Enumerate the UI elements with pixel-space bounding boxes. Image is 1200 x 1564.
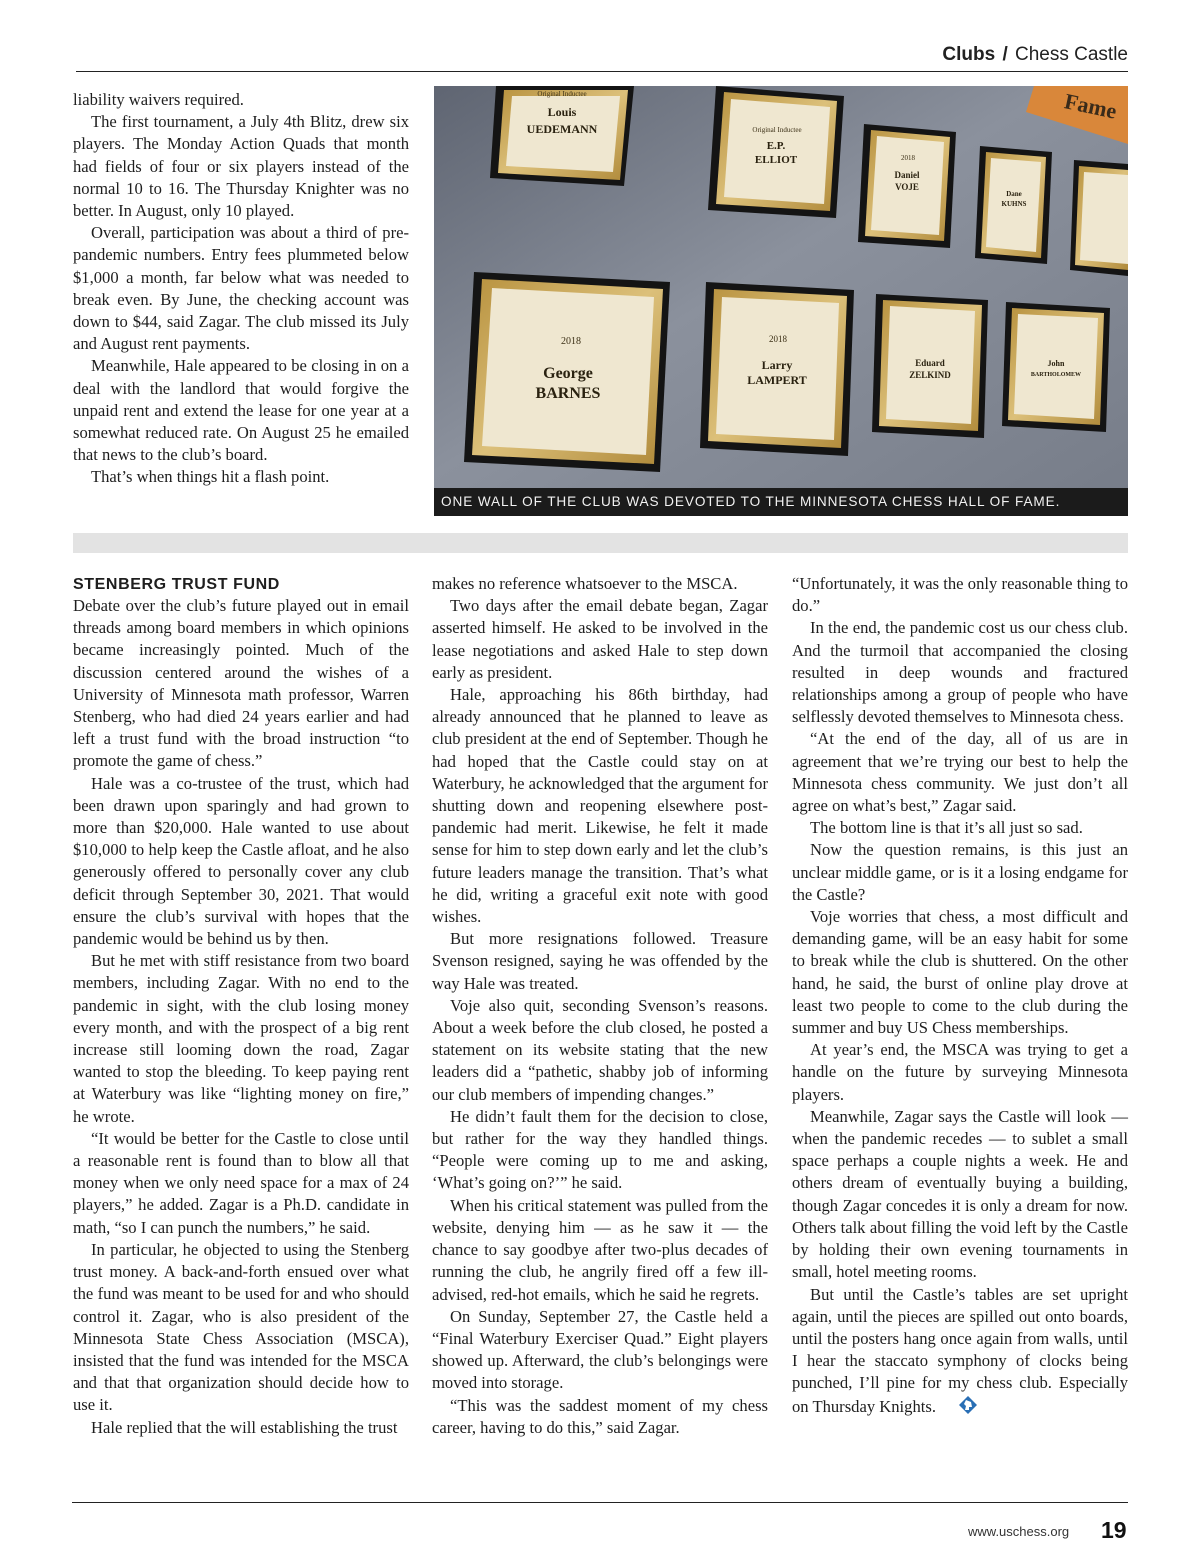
paragraph: liability waivers required. xyxy=(73,90,244,109)
svg-text:Eduard: Eduard xyxy=(915,358,945,368)
footer-rule xyxy=(72,1502,1128,1503)
page-number: 19 xyxy=(1101,1517,1127,1543)
paragraph: Meanwhile, Hale appeared to be closing in on a deal with the landlord that would forgive the unpaid rent and extend the lease for one year at a somewhat reduced rate. On August 25 he emailed that news to the club’s board. xyxy=(73,356,409,465)
plaque xyxy=(700,282,854,456)
plaque xyxy=(872,294,988,438)
svg-text:LAMPERT: LAMPERT xyxy=(747,373,807,387)
svg-text:Larry: Larry xyxy=(761,358,793,372)
svg-text:UEDEMANN: UEDEMANN xyxy=(526,122,598,136)
plaque-partial xyxy=(1070,160,1128,276)
paragraph: “This was the saddest moment of my chess career, having to do this,” said Zagar. xyxy=(432,1395,768,1437)
paragraph: When his critical statement was pulled from the website, denying him — as he saw it — the chance to say goodbye after two-plus decades of running the club, he angrily fired off a few ill-advised, red-hot emails, which he said he regrets. xyxy=(432,1195,768,1304)
paragraph: “It would be better for the Castle to close until a reasonable rent is found than to blow all that money when we only need space for a max of 24 players,” he added. Zagar is a Ph.D. candidate in math, “so I can punch the numbers,” he said. xyxy=(73,1128,409,1237)
svg-text:BARNES: BARNES xyxy=(535,385,601,402)
paragraph: That’s when things hit a flash point. xyxy=(91,467,330,487)
article-column-2 xyxy=(432,573,768,1439)
photo-caption: ONE WALL OF THE CLUB WAS DEVOTED TO THE MINNESOTA CHESS HALL OF FAME. xyxy=(434,488,1128,516)
paragraph: The first tournament, a July 4th Blitz, drew six players. The Monday Action Quads that month had fields of four or six players instead of the normal 10 to 16. The Thursday Knighter was no better. In August, only 10 played. xyxy=(73,112,409,221)
article-column-1 xyxy=(73,573,409,1439)
paragraph: Voje also quit, seconding Svenson’s reasons. About a week before the club closed, he posted a statement on its website stating that the new leaders did a “pathetic, shabby job of informing our club members of impending changes.” xyxy=(432,995,768,1104)
svg-text:BARTHOLOMEW: BARTHOLOMEW xyxy=(1030,372,1082,378)
paragraph-final xyxy=(792,1284,1128,1421)
svg-text:George: George xyxy=(543,365,593,382)
paragraph: Voje worries that chess, a most difficult and demanding game, will be an easy habit for some to break while the club is shuttered. On the other hand, he said, the burst of online play drove at least two people to come to the club during the summer and buy US Chess memberships. xyxy=(792,907,1128,1038)
svg-text:ZELKIND: ZELKIND xyxy=(909,370,951,380)
plaque xyxy=(1002,302,1110,432)
top-left-column xyxy=(73,89,409,489)
paragraph: The bottom line is that it’s all just so sad. xyxy=(810,818,1083,838)
paragraph: He didn’t fault them for the decision to close, but rather for the way they handled things. “People were coming up to me and asking, ‘What’s going on?’” he said. xyxy=(432,1106,768,1193)
svg-text:2018: 2018 xyxy=(901,154,915,162)
paragraph: Two days after the email debate began, Zagar asserted himself. He asked to be involved in the lease negotiations and asked Hale to step down early as president. xyxy=(432,596,768,682)
photo-illustration xyxy=(434,86,1128,516)
paragraph: In particular, he objected to using the Stenberg trust money. A back-and-forth ensued over what the fund was meant to be used for and who should control it. Zagar, who is also president of the Minnesota State Chess Association (MSCA), insisted that the fund was intended for the MSCA and that that organization should decide how to use it. xyxy=(73,1239,409,1415)
svg-text:2018: 2018 xyxy=(561,336,581,347)
footer-website: www.uschess.org xyxy=(968,1524,1070,1539)
paragraph: “Unfortunately, it was the only reasonable thing to do.” xyxy=(792,574,1128,616)
paragraph: Hale, approaching his 86th birthday, had already announced that he planned to leave as club president at the end of September. Though he had hoped that the Castle could stay on at Waterbury, he acknowledged that the argument for shutting down and reopening elsewhere post-pandemic had merit. Likewise, he felt it made sense for him to step down early and let the club’s future leaders manage the transition. That’s what he did, writing a graceful exit note with good wishes. xyxy=(432,685,768,927)
svg-text:Daniel: Daniel xyxy=(894,170,920,180)
running-header xyxy=(942,44,1128,66)
paragraph: Overall, participation was about a third of pre-pandemic numbers. Entry fees plummeted below $1,000 a month, far below what was needed to break even. By June, the checking account was down to $44, said Zagar. The club missed its July and August rent payments. xyxy=(73,223,409,354)
hall-of-fame-photo xyxy=(434,86,1128,516)
svg-text:John: John xyxy=(1047,359,1065,368)
paragraph: Debate over the club’s future played out in email threads among board members in which opinions became increasingly pointed. Much of the discussion centered around the wishes of a University of Minnesota math professor, Warren Stenberg, who had died 24 years earlier and had left a trust fund with the broad instruction “to promote the game of chess.” xyxy=(73,596,409,771)
section-name: Clubs xyxy=(942,44,996,65)
svg-text:2018: 2018 xyxy=(769,334,787,344)
article-column-3 xyxy=(792,573,1128,1421)
svg-text:Original Inductee: Original Inductee xyxy=(752,126,802,134)
paragraph: On Sunday, September 27, the Castle held a “Final Waterbury Exerciser Quad.” Eight players showed up. Afterward, the club’s belongings were moved into storage. xyxy=(432,1306,768,1393)
paragraph: But he met with stiff resistance from two board members, including Zagar. With no end to the pandemic in sight, with the club losing money every month, and with the prospect of a big rent increase still looming down the road, Zagar wanted to stop the bleeding. To keep paying rent at Waterbury was like “lighting money on fire,” he wrote. xyxy=(73,951,409,1126)
paragraph: “At the end of the day, all of us are in agreement that we’re trying our best to help the Minnesota chess community. We just don’t all agree on what’s best,” Zagar said. xyxy=(792,729,1128,816)
plaque xyxy=(708,86,844,218)
plaque xyxy=(858,124,956,248)
svg-text:Original Inductee: Original Inductee xyxy=(537,90,587,98)
paragraph: In the end, the pandemic cost us our chess club. And the turmoil that accompanied the closing resulted in deep wounds and fractured relationships among a group of people who have selflessly devoted themselves to Minnesota chess. xyxy=(792,618,1128,727)
header-separator: / xyxy=(1002,44,1008,65)
plaque xyxy=(490,86,634,186)
svg-text:Dane: Dane xyxy=(1006,190,1022,198)
paragraph: Hale was a co-trustee of the trust, which had been drawn upon sparingly and had grown to more than $20,000. Hale wanted to use about $10,000 to help keep the Castle afloat, and he also generously offered to personally cover any club deficit through September 30, 2021. That would ensure the club’s survival with hopes that the pandemic would be behind us by then. xyxy=(73,773,409,949)
paragraph: Hale replied that the will establishing the trust xyxy=(91,1417,398,1437)
article-series-title: Chess Castle xyxy=(1015,44,1128,65)
paragraph: Now the question remains, is this just an unclear middle game, or is it a losing endgame for the Castle? xyxy=(792,840,1128,904)
final-paragraph-text: But until the Castle’s tables are set upright again, until the pieces are spilled out onto boards, until the posters hang once again from walls, until I hear the staccato symphony of clocks being punched, I’ll pine for my chess club. Especially on Thursday Knights. xyxy=(792,1284,1128,1416)
svg-text:Louis: Louis xyxy=(547,105,577,119)
svg-text:VOJE: VOJE xyxy=(895,182,919,192)
section-divider-bar xyxy=(73,533,1128,553)
plaque xyxy=(464,272,670,472)
section-heading: STENBERG TRUST FUND xyxy=(73,576,280,593)
header-rule xyxy=(76,71,1128,72)
svg-text:ELLIOT: ELLIOT xyxy=(754,154,798,166)
plaque xyxy=(975,146,1052,264)
uschess-knight-logo-icon xyxy=(940,1395,978,1421)
paragraph: But more resignations followed. Treasure Svenson resigned, saying he was offended by the way Hale was treated. xyxy=(432,929,768,993)
svg-text:E.P.: E.P. xyxy=(766,140,786,152)
paragraph: At year’s end, the MSCA was trying to get a handle on the future by surveying Minnesota players. xyxy=(792,1040,1128,1104)
banner-text: Fame xyxy=(1062,88,1119,124)
paragraph: makes no reference whatsoever to the MSCA. xyxy=(432,574,738,593)
paragraph: Meanwhile, Zagar says the Castle will look — when the pandemic recedes — to sublet a small space perhaps a couple nights a week. He and others dream of eventually buying a building, though Zagar concedes it is only a dream for now. Others talk about filling the void left by the Castle by holding their own evening tournaments in small, hotel meeting rooms. xyxy=(792,1106,1128,1282)
svg-text:KUHNS: KUHNS xyxy=(1001,200,1027,208)
